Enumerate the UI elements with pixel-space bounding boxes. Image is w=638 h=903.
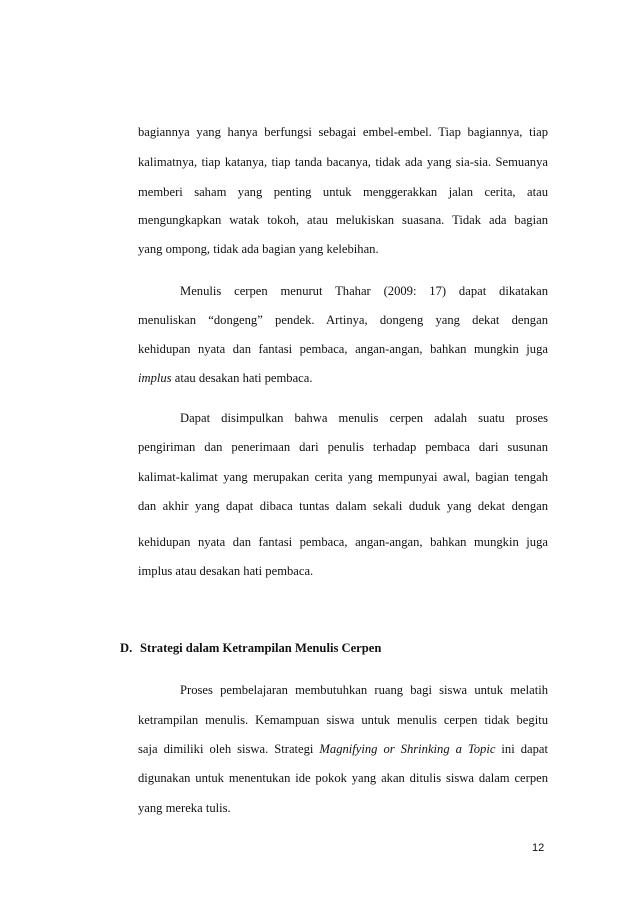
section-heading [120,640,381,656]
section-letter: D. [120,641,133,655]
body-text-line: pengiriman dan penerimaan dari penulis terhadap pembaca dari susunan [138,440,548,454]
italic-term: implus [138,371,172,385]
italic-term: Magnifying or Shrinking a Topic [319,742,496,756]
body-text-line: implus atau desakan hati pembaca. [138,564,314,578]
body-text-line: mengungkapkan watak tokoh, atau melukiskan suasana. Tidak ada bagian [138,213,548,227]
body-text-line: kalimatnya, tiap katanya, tiap tanda bacanya, tidak ada yang sia-sia. Semuanya [138,155,548,169]
body-text-line [138,741,548,757]
body-text-line: Menulis cerpen menurut Thahar (2009: 17) dapat dikatakan [180,284,548,298]
body-text-span: ini dapat [495,742,548,756]
body-text-line: kehidupan nyata dan fantasi pembaca, angan-angan, bahkan mungkin juga [138,342,548,356]
body-text-line: Dapat disimpulkan bahwa menulis cerpen adalah suatu proses [180,411,548,425]
body-text-span: atau desakan hati pembaca. [171,371,313,385]
body-text-line: kehidupan nyata dan fantasi pembaca, angan-angan, bahkan mungkin juga [138,535,548,549]
body-text-line: Proses pembelajaran membutuhkan ruang bagi siswa untuk melatih [180,683,548,697]
body-text-span: saja dimiliki oleh siswa. Strategi [138,742,320,756]
body-text-line: yang mereka tulis. [138,801,231,815]
body-text-line: dan akhir yang dapat dibaca tuntas dalam sekali duduk yang dekat dengan [138,499,548,513]
body-text-line: menuliskan “dongeng” pendek. Artinya, dongeng yang dekat dengan [138,313,548,327]
body-text-line: digunakan untuk menentukan ide pokok yang akan ditulis siswa dalam cerpen [138,771,548,785]
body-text-line: ketrampilan menulis. Kemampuan siswa untuk menulis cerpen tidak begitu [138,713,548,727]
body-text-line: memberi saham yang penting untuk menggerakkan jalan cerita, atau [138,185,548,199]
body-text-line [138,370,313,386]
page-number: 12 [532,842,545,854]
body-text-line: kalimat-kalimat yang merupakan cerita yang mempunyai awal, bagian tengah [138,470,548,484]
section-title: Strategi dalam Ketrampilan Menulis Cerpen [140,641,382,655]
body-text-line: yang ompong, tidak ada bagian yang kelebihan. [138,242,379,256]
body-text-line: bagiannya yang hanya berfungsi sebagai embel-embel. Tiap bagiannya, tiap [138,125,548,139]
